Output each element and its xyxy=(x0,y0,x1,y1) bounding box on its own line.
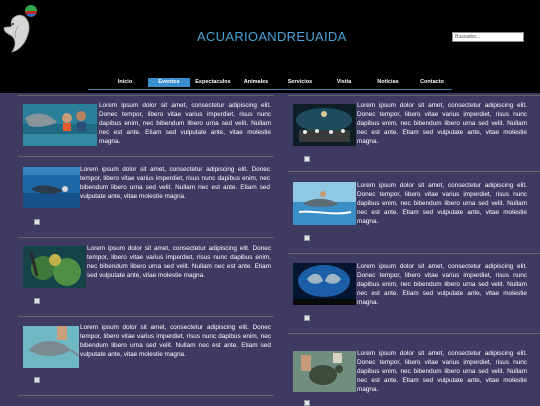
diver-underwater-photo[interactable] xyxy=(23,167,80,208)
broken-image-icon xyxy=(304,400,310,406)
divider xyxy=(18,237,274,238)
nav-animales[interactable]: Animales xyxy=(243,79,269,85)
aquarium-dining-photo[interactable] xyxy=(293,104,356,146)
broken-image-icon xyxy=(34,377,40,383)
dolphin-logo-icon[interactable] xyxy=(2,2,38,54)
divider xyxy=(288,253,540,254)
coral-reef-photo[interactable] xyxy=(23,246,86,288)
search-input[interactable]: Buscador... xyxy=(452,32,524,42)
broken-image-icon xyxy=(34,219,40,225)
stingray-photo[interactable] xyxy=(23,326,79,368)
dolphins-tank-photo[interactable] xyxy=(293,263,356,305)
dolphin-swim-photo[interactable] xyxy=(23,104,97,146)
divider xyxy=(18,316,274,317)
divider xyxy=(288,333,540,334)
event-description: Lorem ipsum dolor sit amet, consectetur adipiscing elit. Donec tempor, libero vitae varius imperdiet, risus nunc dapibus enim, nec bibendum libero urna sed velit. Nullam nec est ante. Etiam sed vulputate ante, vitae molestie magna. xyxy=(80,166,270,200)
turtle-feeding-photo[interactable] xyxy=(293,351,356,392)
event-description: Lorem ipsum dolor sit amet, consectetur adipiscing elit. Donec tempor, libero vitae varius imperdiet, risus nunc dapibus enim, nec bibendum libero urna sed velit. Nullam nec est ante. Etiam sed vulputate ante, vitae molestie magna. xyxy=(357,182,527,225)
header xyxy=(0,0,540,93)
divider xyxy=(18,156,274,157)
broken-image-icon xyxy=(304,315,310,321)
nav-espectaculos[interactable]: Espectaculos xyxy=(195,79,231,85)
broken-image-icon xyxy=(304,156,310,162)
broken-image-icon xyxy=(34,298,40,304)
nav-servicios[interactable]: Servicios xyxy=(287,79,313,85)
nav-visita[interactable]: Visita xyxy=(336,79,352,85)
nav-noticias[interactable]: Noticias xyxy=(377,79,399,85)
nav-contacto[interactable]: Contacto xyxy=(420,79,444,85)
event-description: Lorem ipsum dolor sit amet, consectetur adipiscing elit. Donec tempor, libero vitae varius imperdiet, risus nunc dapibus enim, nec bibendum libero urna sed velit. Nullam nec est ante. Etiam sed vulputate ante, vitae molestie magna. xyxy=(99,102,271,145)
event-description: Lorem ipsum dolor sit amet, consectetur adipiscing elit. Donec tempor, libero vitae varius imperdiet, risus nunc dapibus enim, nec bibendum libero urna sed velit. Nullam nec est ante. Etiam sed vulputate ante, vitae molestie magna. xyxy=(357,102,527,145)
main-nav xyxy=(0,78,540,88)
dolphin-show-photo[interactable] xyxy=(293,182,356,225)
nav-eventos[interactable]: Eventos xyxy=(148,78,190,87)
event-description: Lorem ipsum dolor sit amet, consectetur adipiscing elit. Donec tempor, libero vitae varius imperdiet, risus nunc dapibus enim, nec bibendum libero urna sed velit. Nullam nec est ante. Etiam sed vulputate ante, vitae molestie magna. xyxy=(80,324,271,358)
divider xyxy=(288,95,540,96)
divider xyxy=(18,395,274,396)
nav-divider xyxy=(88,89,452,90)
events-content xyxy=(0,93,540,405)
site-title[interactable]: ACUARIOANDREUAIDA xyxy=(197,29,347,44)
divider xyxy=(288,171,540,172)
broken-image-icon xyxy=(304,235,310,241)
event-description: Lorem ipsum dolor sit amet, consectetur adipiscing elit. Donec tempor, libero vitae varius imperdiet, risus nunc dapibus enim, nec bibendum libero urna sed velit. Nullam nec est ante. Etiam sed vulputate ante, vitae molestie magna. xyxy=(87,245,271,279)
divider xyxy=(18,95,274,96)
event-description: Lorem ipsum dolor sit amet, consectetur adipiscing elit. Donec tempor, libero vitae varius imperdiet, risus nunc dapibus enim, nec bibendum libero urna sed velit. Nullam nec est ante. Etiam sed vulputate ante, vitae molestie magna. xyxy=(357,263,527,306)
nav-inicio[interactable]: Inicio xyxy=(117,79,133,85)
event-description: Lorem ipsum dolor sit amet, consectetur adipiscing elit. Donec tempor, libero vitae varius imperdiet, risus nunc dapibus enim, nec bibendum libero urna sed velit. Nullam nec est ante. Etiam sed vulputate ante, vitae molestie magna. xyxy=(357,350,527,393)
